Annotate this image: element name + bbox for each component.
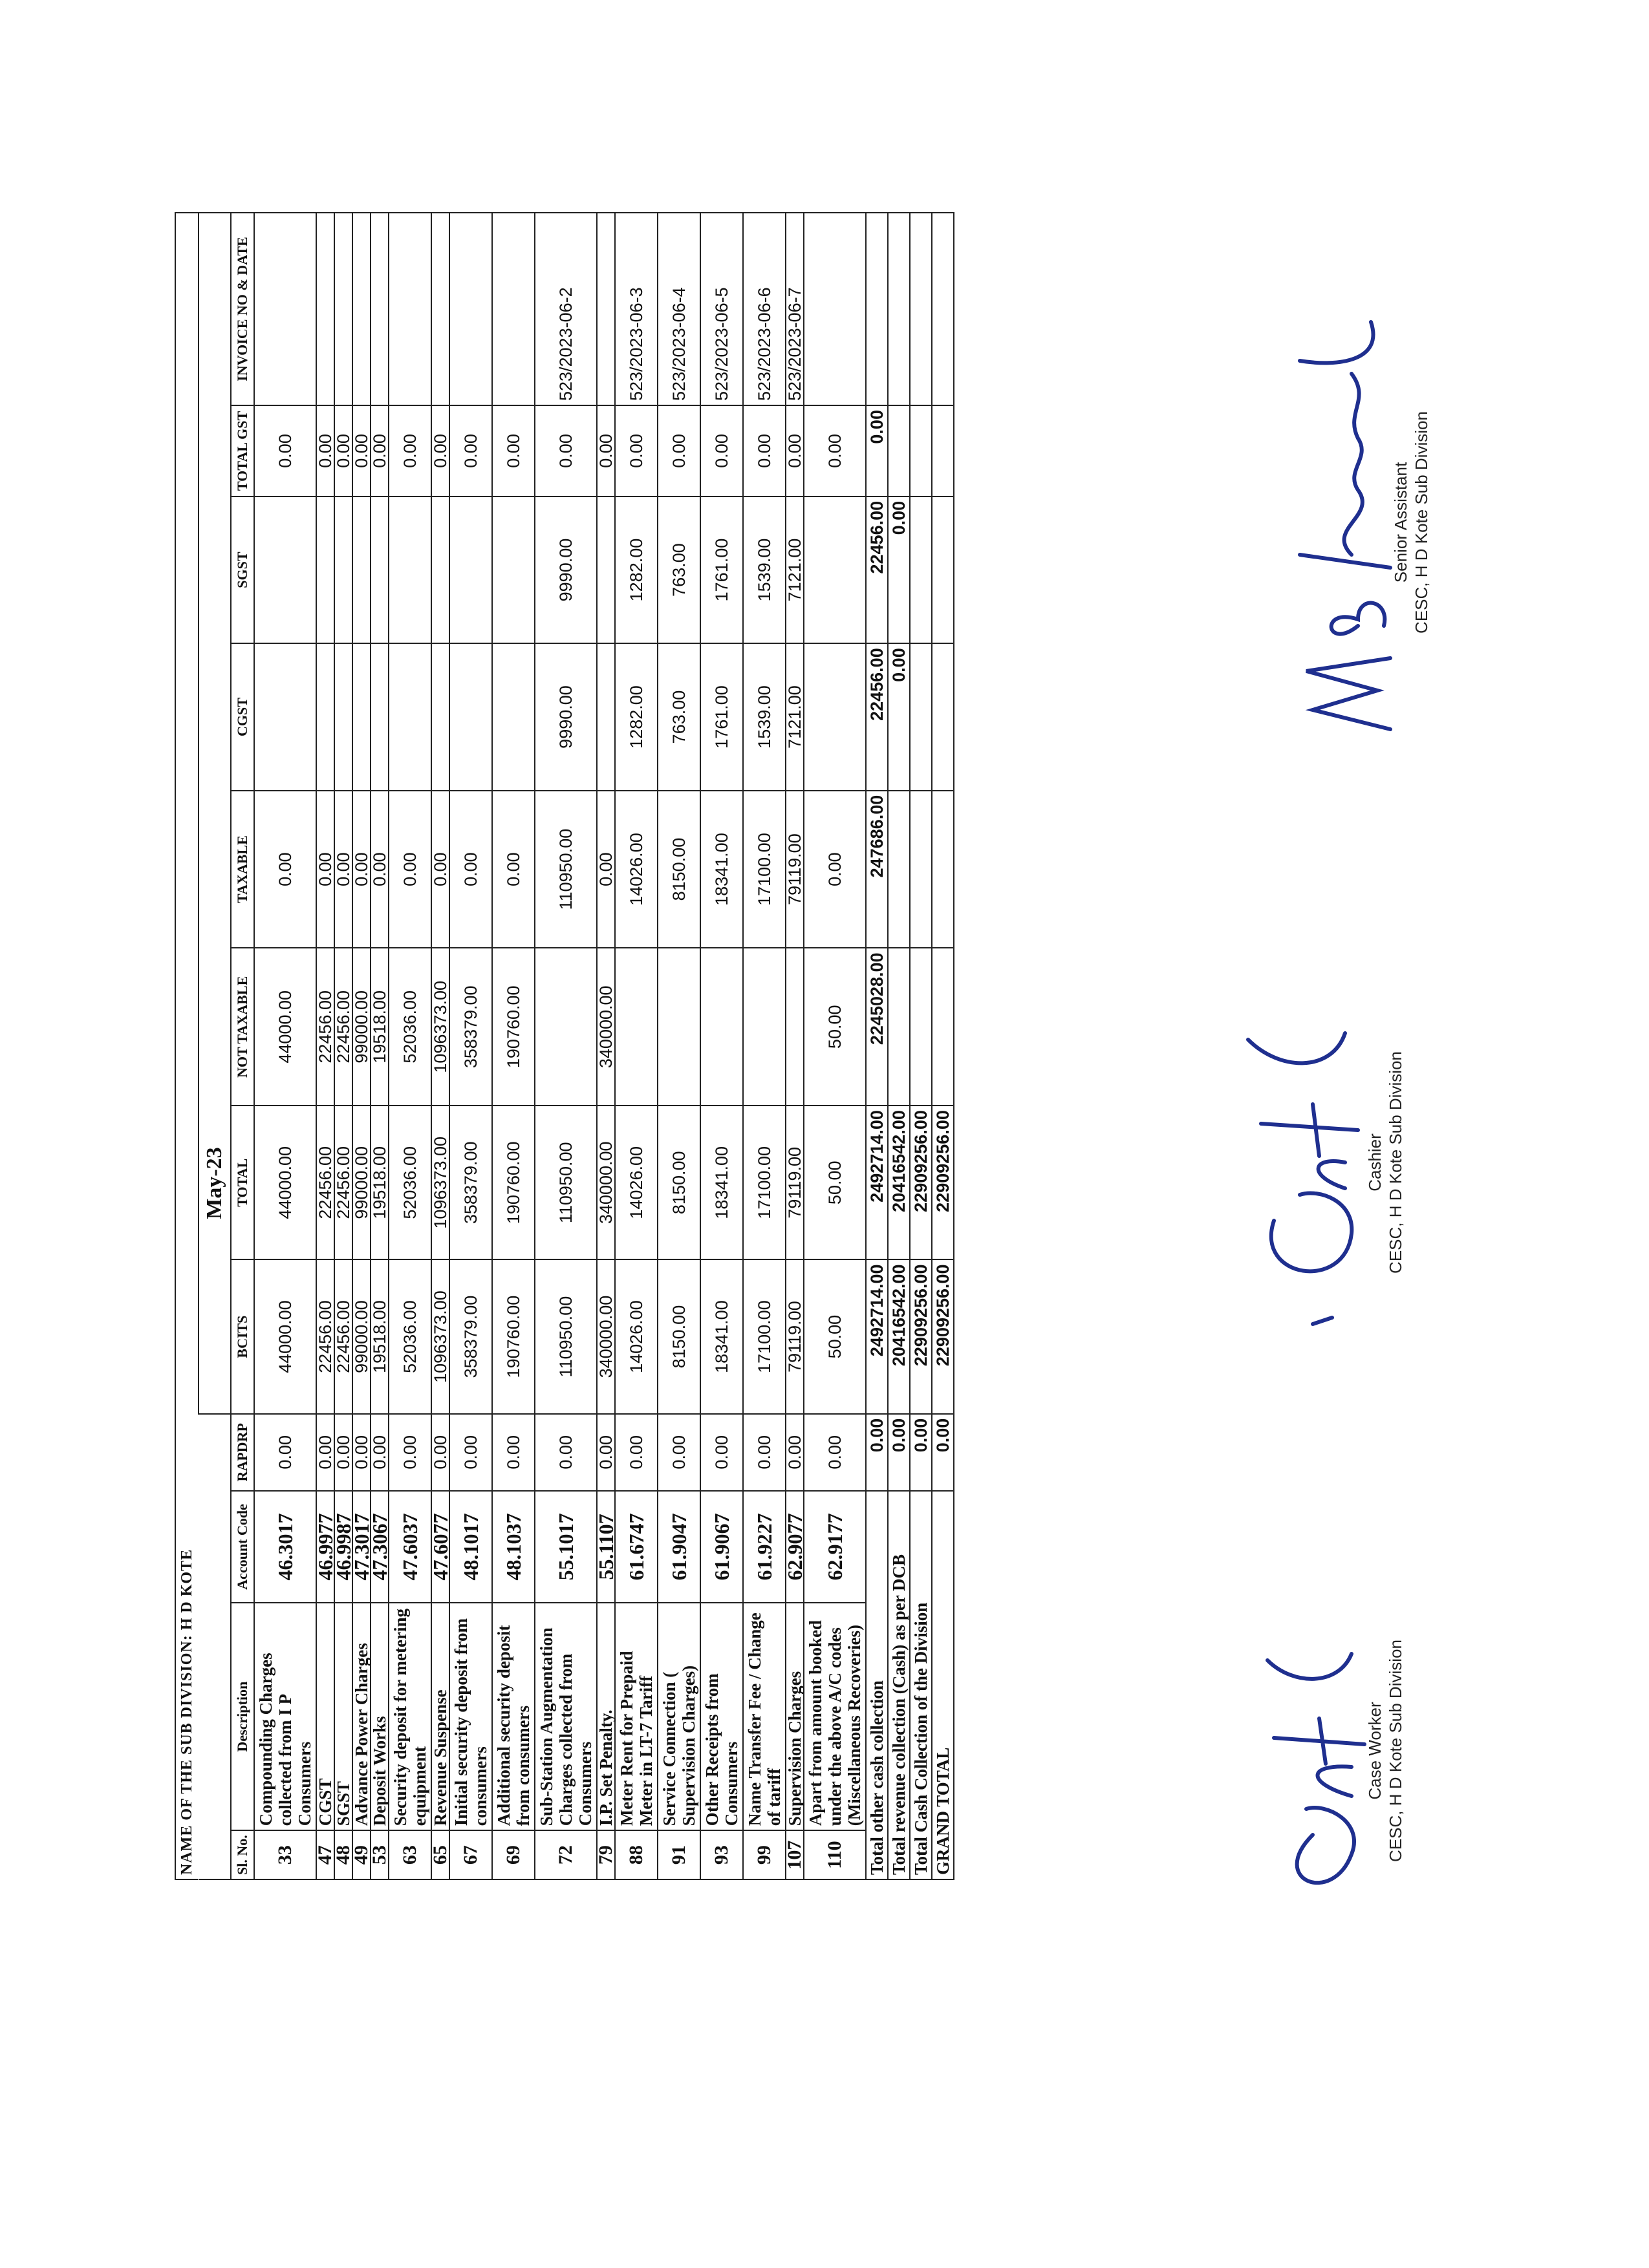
cell-total-gst: 0.00 (743, 405, 786, 497)
cell-not-taxable: 358379.00 (449, 948, 492, 1106)
cell-taxable: 0.00 (804, 791, 866, 948)
cell-cgst: 1761.00 (700, 643, 743, 790)
cell-desc: Revenue Suspense (431, 1603, 449, 1830)
totals-row (910, 213, 932, 1879)
case-worker-title: Case Worker (1365, 1702, 1385, 1800)
cell-sl: 99 (743, 1830, 786, 1879)
cell-not-taxable: 52036.00 (389, 948, 431, 1106)
cell-not-taxable: 22456.00 (316, 948, 334, 1106)
cell-cgst (389, 643, 431, 790)
cell-bcits: 1096373.00 (431, 1259, 449, 1413)
cell-rapdrp: 0.00 (658, 1414, 700, 1491)
cell-total: 1096373.00 (431, 1106, 449, 1259)
cell-sgst: 1282.00 (615, 497, 658, 643)
totals-cell-total: 2492714.00 (866, 1106, 888, 1259)
cell-rapdrp: 0.00 (804, 1414, 866, 1491)
cell-sgst (492, 497, 535, 643)
totals-cell-sgst: 22456.00 (866, 497, 888, 643)
cashier-signature-mark (1216, 988, 1384, 1350)
cell-bcits: 17100.00 (743, 1259, 786, 1413)
cell-code: 46.9987 (334, 1491, 352, 1603)
cell-total: 99000.00 (352, 1106, 371, 1259)
header-rapdrp: RAPDRP (231, 1414, 254, 1491)
senior-assistant-org: CESC, H D Kote Sub Division (1412, 411, 1431, 634)
cell-sgst (431, 497, 449, 643)
cell-invoice (597, 213, 615, 405)
cell-sgst (804, 497, 866, 643)
cell-rapdrp: 0.00 (786, 1414, 804, 1491)
cell-sl: 63 (389, 1830, 431, 1879)
totals-cell-total: 22909256.00 (932, 1106, 954, 1259)
month-header-row (199, 213, 231, 1879)
cell-sl: 49 (352, 1830, 371, 1879)
table-row (700, 213, 743, 1879)
totals-cell-cgst (932, 643, 954, 790)
cell-code: 47.6037 (389, 1491, 431, 1603)
totals-cell-taxable (888, 791, 910, 948)
totals-cell-not-taxable: 2245028.00 (866, 948, 888, 1106)
cell-invoice (389, 213, 431, 405)
cell-total: 190760.00 (492, 1106, 535, 1259)
cell-total: 22456.00 (334, 1106, 352, 1259)
cell-total: 52036.00 (389, 1106, 431, 1259)
table-row (254, 213, 316, 1879)
cell-total: 79119.00 (786, 1106, 804, 1259)
totals-cell-invoice (888, 213, 910, 405)
header-sgst: SGST (231, 497, 254, 643)
totals-cell-rapdrp: 0.00 (866, 1414, 888, 1491)
cell-cgst (449, 643, 492, 790)
cell-desc: Meter Rent for Prepaid Meter in LT-7 Tariff (615, 1603, 658, 1830)
cell-bcits: 358379.00 (449, 1259, 492, 1413)
cell-total-gst: 0.00 (431, 405, 449, 497)
cashier-title: Cashier (1365, 1133, 1385, 1192)
totals-cell-total-gst (932, 405, 954, 497)
cell-code: 62.9077 (786, 1491, 804, 1603)
cell-sl: 72 (535, 1830, 597, 1879)
totals-row (888, 213, 910, 1879)
cell-not-taxable: 1096373.00 (431, 948, 449, 1106)
cell-sgst (334, 497, 352, 643)
table-row (389, 213, 431, 1879)
totals-cell-sgst (910, 497, 932, 643)
cell-rapdrp: 0.00 (615, 1414, 658, 1491)
header-sl: Sl. No. (231, 1830, 254, 1879)
cell-desc: CGST (316, 1603, 334, 1830)
cell-cgst (334, 643, 352, 790)
cell-not-taxable (615, 948, 658, 1106)
cell-sgst: 1539.00 (743, 497, 786, 643)
totals-cell-bcits: 22909256.00 (910, 1259, 932, 1413)
cell-rapdrp: 0.00 (492, 1414, 535, 1491)
cell-bcits: 14026.00 (615, 1259, 658, 1413)
cell-sgst (449, 497, 492, 643)
cell-sgst (254, 497, 316, 643)
cell-not-taxable: 99000.00 (352, 948, 371, 1106)
cell-invoice (492, 213, 535, 405)
table-row (492, 213, 535, 1879)
cell-total-gst: 0.00 (597, 405, 615, 497)
cell-rapdrp: 0.00 (449, 1414, 492, 1491)
cell-total: 22456.00 (316, 1106, 334, 1259)
cell-taxable: 18341.00 (700, 791, 743, 948)
cell-total: 358379.00 (449, 1106, 492, 1259)
cell-taxable: 0.00 (254, 791, 316, 948)
header-not-taxable: NOT TAXABLE (231, 948, 254, 1106)
cell-code: 47.3017 (352, 1491, 371, 1603)
cell-cgst (804, 643, 866, 790)
totals-cell-invoice (932, 213, 954, 405)
cashier-block (1364, 981, 1406, 1343)
header-invoice: INVOICE NO & DATE (231, 213, 254, 405)
cell-cgst (371, 643, 389, 790)
cell-sgst: 763.00 (658, 497, 700, 643)
totals-cell-not-taxable (888, 948, 910, 1106)
table-row (597, 213, 615, 1879)
cell-taxable: 0.00 (389, 791, 431, 948)
header-account-code: Account Code (231, 1491, 254, 1603)
cell-invoice (804, 213, 866, 405)
cell-bcits: 22456.00 (334, 1259, 352, 1413)
cell-rapdrp: 0.00 (700, 1414, 743, 1491)
totals-row (932, 213, 954, 1879)
cell-desc: Additional security deposit from consumers (492, 1603, 535, 1830)
cell-not-taxable (700, 948, 743, 1106)
totals-cell-taxable (910, 791, 932, 948)
table-row (352, 213, 371, 1879)
cell-code: 46.3017 (254, 1491, 316, 1603)
cell-total: 340000.00 (597, 1106, 615, 1259)
cell-invoice (431, 213, 449, 405)
cell-total: 44000.00 (254, 1106, 316, 1259)
totals-label: Total revenue collection (Cash) as per DCB (888, 1491, 910, 1879)
cell-total-gst: 0.00 (316, 405, 334, 497)
cell-cgst (254, 643, 316, 790)
cell-invoice (352, 213, 371, 405)
cell-taxable: 0.00 (492, 791, 535, 948)
cell-taxable: 0.00 (316, 791, 334, 948)
cell-code: 61.9227 (743, 1491, 786, 1603)
cell-total-gst: 0.00 (352, 405, 371, 497)
totals-cell-cgst: 22456.00 (866, 643, 888, 790)
cell-taxable: 17100.00 (743, 791, 786, 948)
cell-code: 61.6747 (615, 1491, 658, 1603)
cell-total-gst: 0.00 (334, 405, 352, 497)
cell-rapdrp: 0.00 (597, 1414, 615, 1491)
totals-cell-sgst (932, 497, 954, 643)
cell-desc: Name Transfer Fee / Change of tariff (743, 1603, 786, 1830)
header-cgst: CGST (231, 643, 254, 790)
totals-cell-bcits: 2492714.00 (866, 1259, 888, 1413)
cell-invoice (371, 213, 389, 405)
cell-sgst (371, 497, 389, 643)
totals-cell-bcits: 20416542.00 (888, 1259, 910, 1413)
subdivision-label: NAME OF THE SUB DIVISION: H D KOTE (175, 212, 198, 1880)
cell-desc: Security deposit for metering equipment (389, 1603, 431, 1830)
table-row (371, 213, 389, 1879)
cell-invoice: 523/2023-06-4 (658, 213, 700, 405)
cell-code: 61.9047 (658, 1491, 700, 1603)
totals-label: Total Cash Collection of the Division (910, 1491, 932, 1879)
totals-label: GRAND TOTAL (932, 1491, 954, 1879)
header-total: TOTAL (231, 1106, 254, 1259)
table-body (254, 213, 866, 1879)
cell-rapdrp: 0.00 (254, 1414, 316, 1491)
cell-invoice: 523/2023-06-2 (535, 213, 597, 405)
cell-not-taxable: 19518.00 (371, 948, 389, 1106)
cell-cgst: 7121.00 (786, 643, 804, 790)
table-row (615, 213, 658, 1879)
cell-cgst (431, 643, 449, 790)
cell-invoice: 523/2023-06-3 (615, 213, 658, 405)
cell-code: 46.9977 (316, 1491, 334, 1603)
cell-sl: 107 (786, 1830, 804, 1879)
table-row (316, 213, 334, 1879)
cell-sl: 69 (492, 1830, 535, 1879)
cell-taxable: 0.00 (449, 791, 492, 948)
cell-sgst (352, 497, 371, 643)
cell-bcits: 52036.00 (389, 1259, 431, 1413)
cell-rapdrp: 0.00 (431, 1414, 449, 1491)
cell-cgst: 1539.00 (743, 643, 786, 790)
cell-desc: Initial security deposit from consumers (449, 1603, 492, 1830)
totals-cell-invoice (866, 213, 888, 405)
header-bcits: BCITS (231, 1259, 254, 1413)
cell-sl: 48 (334, 1830, 352, 1879)
cell-cgst (492, 643, 535, 790)
totals-cell-cgst (910, 643, 932, 790)
cell-sl: 67 (449, 1830, 492, 1879)
cell-taxable: 0.00 (597, 791, 615, 948)
cell-sl: 93 (700, 1830, 743, 1879)
cell-total-gst: 0.00 (786, 405, 804, 497)
totals-cell-sgst: 0.00 (888, 497, 910, 643)
table-row (449, 213, 492, 1879)
totals-cell-total-gst (888, 405, 910, 497)
cell-sgst (316, 497, 334, 643)
cell-not-taxable: 50.00 (804, 948, 866, 1106)
cell-desc: Compounding Charges collected from I P Consumers (254, 1603, 316, 1830)
cell-sl: 47 (316, 1830, 334, 1879)
cell-total: 50.00 (804, 1106, 866, 1259)
cell-bcits: 22456.00 (316, 1259, 334, 1413)
cell-desc: Deposit Works (371, 1603, 389, 1830)
cell-total-gst: 0.00 (492, 405, 535, 497)
cell-not-taxable: 44000.00 (254, 948, 316, 1106)
cell-bcits: 44000.00 (254, 1259, 316, 1413)
cell-invoice (254, 213, 316, 405)
cell-not-taxable (535, 948, 597, 1106)
cell-total-gst: 0.00 (804, 405, 866, 497)
cell-desc: Advance Power Charges (352, 1603, 371, 1830)
cell-bcits: 8150.00 (658, 1259, 700, 1413)
cell-invoice: 523/2023-06-7 (786, 213, 804, 405)
cell-code: 55.1107 (597, 1491, 615, 1603)
cell-rapdrp: 0.00 (389, 1414, 431, 1491)
table-row (535, 213, 597, 1879)
cell-not-taxable (786, 948, 804, 1106)
cell-rapdrp: 0.00 (371, 1414, 389, 1491)
cell-total-gst: 0.00 (615, 405, 658, 497)
senior-assistant-title: Senior Assistant (1391, 462, 1410, 583)
totals-cell-rapdrp: 0.00 (888, 1414, 910, 1491)
cell-code: 48.1037 (492, 1491, 535, 1603)
totals-cell-cgst: 0.00 (888, 643, 910, 790)
cell-invoice: 523/2023-06-6 (743, 213, 786, 405)
table-row (334, 213, 352, 1879)
cell-not-taxable (743, 948, 786, 1106)
cell-not-taxable: 190760.00 (492, 948, 535, 1106)
totals-cell-bcits: 22909256.00 (932, 1259, 954, 1413)
cell-total: 18341.00 (700, 1106, 743, 1259)
cell-desc: Sub-Station Augmentation Charges collected from Consumers (535, 1603, 597, 1830)
totals-body (866, 213, 954, 1879)
totals-cell-total-gst (910, 405, 932, 497)
cell-bcits: 18341.00 (700, 1259, 743, 1413)
cell-cgst (316, 643, 334, 790)
cell-not-taxable (658, 948, 700, 1106)
cell-sl: 65 (431, 1830, 449, 1879)
collection-table (198, 212, 954, 1880)
month-spacer (199, 1414, 231, 1879)
totals-row (866, 213, 888, 1879)
header-taxable: TAXABLE (231, 791, 254, 948)
cell-sgst (389, 497, 431, 643)
cell-sl: 110 (804, 1830, 866, 1879)
cell-sl: 91 (658, 1830, 700, 1879)
totals-cell-not-taxable (910, 948, 932, 1106)
cell-bcits: 99000.00 (352, 1259, 371, 1413)
totals-cell-invoice (910, 213, 932, 405)
totals-cell-rapdrp: 0.00 (932, 1414, 954, 1491)
cell-sl: 88 (615, 1830, 658, 1879)
cell-cgst: 763.00 (658, 643, 700, 790)
cell-total-gst: 0.00 (535, 405, 597, 497)
cell-sl: 33 (254, 1830, 316, 1879)
cell-bcits: 190760.00 (492, 1259, 535, 1413)
header-total-gst: TOTAL GST (231, 405, 254, 497)
cell-code: 62.9177 (804, 1491, 866, 1603)
cell-bcits: 50.00 (804, 1259, 866, 1413)
cell-total: 14026.00 (615, 1106, 658, 1259)
table-row (743, 213, 786, 1879)
cell-desc: SGST (334, 1603, 352, 1830)
cell-invoice: 523/2023-06-5 (700, 213, 743, 405)
totals-cell-rapdrp: 0.00 (910, 1414, 932, 1491)
cell-taxable: 8150.00 (658, 791, 700, 948)
cell-desc: I.P. Set Penalty. (597, 1603, 615, 1830)
cell-taxable: 0.00 (431, 791, 449, 948)
case-worker-org: CESC, H D Kote Sub Division (1386, 1640, 1405, 1862)
cell-total-gst: 0.00 (700, 405, 743, 497)
cashier-org: CESC, H D Kote Sub Division (1386, 1051, 1405, 1274)
table-row (431, 213, 449, 1879)
cell-code: 47.3067 (371, 1491, 389, 1603)
header-description: Description (231, 1603, 254, 1830)
cell-cgst (597, 643, 615, 790)
cell-desc: Apart from amount booked under the above A/C codes (Miscellaneous Recoveries) (804, 1603, 866, 1830)
month-label: May-23 (199, 213, 231, 1414)
cell-rapdrp: 0.00 (535, 1414, 597, 1491)
cell-taxable: 0.00 (352, 791, 371, 948)
cell-cgst (352, 643, 371, 790)
senior-assistant-block (1390, 328, 1432, 716)
cell-total: 17100.00 (743, 1106, 786, 1259)
case-worker-block (1364, 1570, 1406, 1932)
cell-invoice (449, 213, 492, 405)
totals-cell-taxable (932, 791, 954, 948)
cell-taxable: 14026.00 (615, 791, 658, 948)
collection-statement (175, 212, 954, 1880)
cell-total-gst: 0.00 (449, 405, 492, 497)
totals-cell-not-taxable (932, 948, 954, 1106)
cell-sgst (597, 497, 615, 643)
totals-cell-total-gst: 0.00 (866, 405, 888, 497)
cell-sgst: 7121.00 (786, 497, 804, 643)
cell-sl: 79 (597, 1830, 615, 1879)
cell-code: 48.1017 (449, 1491, 492, 1603)
cell-total-gst: 0.00 (254, 405, 316, 497)
totals-cell-total: 22909256.00 (910, 1106, 932, 1259)
cell-total: 110950.00 (535, 1106, 597, 1259)
cell-invoice (316, 213, 334, 405)
cell-desc: Supervision Charges (786, 1603, 804, 1830)
totals-cell-taxable: 247686.00 (866, 791, 888, 948)
cell-bcits: 79119.00 (786, 1259, 804, 1413)
cell-code: 47.6077 (431, 1491, 449, 1603)
cell-sgst: 1761.00 (700, 497, 743, 643)
cell-invoice (334, 213, 352, 405)
cell-not-taxable: 340000.00 (597, 948, 615, 1106)
table-row (658, 213, 700, 1879)
cell-taxable: 0.00 (371, 791, 389, 948)
cell-not-taxable: 22456.00 (334, 948, 352, 1106)
cell-bcits: 19518.00 (371, 1259, 389, 1413)
cell-taxable: 110950.00 (535, 791, 597, 948)
cell-total-gst: 0.00 (389, 405, 431, 497)
cell-total-gst: 0.00 (658, 405, 700, 497)
cell-rapdrp: 0.00 (352, 1414, 371, 1491)
cell-desc: Service Connection ( Supervision Charges) (658, 1603, 700, 1830)
totals-label: Total other cash collection (866, 1491, 888, 1879)
cell-cgst: 1282.00 (615, 643, 658, 790)
cell-bcits: 110950.00 (535, 1259, 597, 1413)
table-row (804, 213, 866, 1879)
cell-taxable: 79119.00 (786, 791, 804, 948)
cell-taxable: 0.00 (334, 791, 352, 948)
cell-rapdrp: 0.00 (743, 1414, 786, 1491)
cell-desc: Other Receipts from Consumers (700, 1603, 743, 1830)
cell-sl: 53 (371, 1830, 389, 1879)
table-row (786, 213, 804, 1879)
cell-code: 55.1017 (535, 1491, 597, 1603)
cell-total: 8150.00 (658, 1106, 700, 1259)
cell-sgst: 9990.00 (535, 497, 597, 643)
cell-rapdrp: 0.00 (316, 1414, 334, 1491)
cell-cgst: 9990.00 (535, 643, 597, 790)
cell-code: 61.9067 (700, 1491, 743, 1603)
cell-rapdrp: 0.00 (334, 1414, 352, 1491)
cell-bcits: 340000.00 (597, 1259, 615, 1413)
cell-total-gst: 0.00 (371, 405, 389, 497)
cell-total: 19518.00 (371, 1106, 389, 1259)
column-header-row (231, 213, 254, 1879)
totals-cell-total: 20416542.00 (888, 1106, 910, 1259)
